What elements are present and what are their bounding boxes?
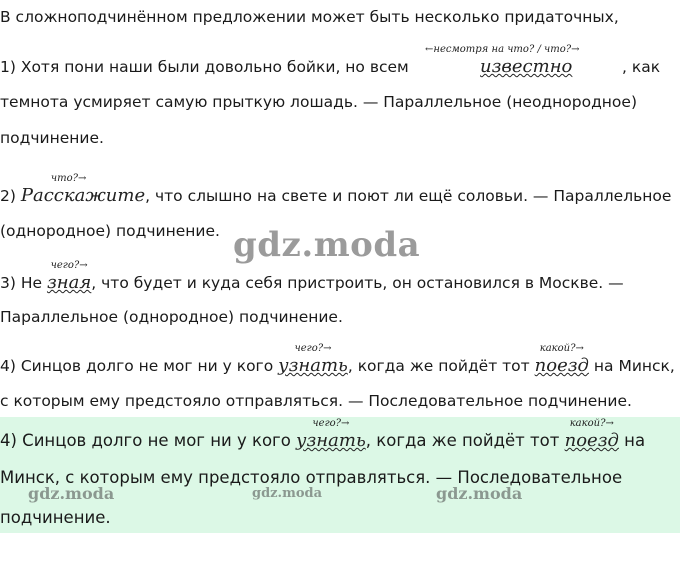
sentence-4-word-1: узнать <box>278 355 348 376</box>
sentence-5-after: на <box>618 431 646 450</box>
watermark-small-3: gdz.moda <box>436 484 523 503</box>
sentence-5-line-1 <box>0 418 646 451</box>
sentence-4-word2-wrap <box>534 343 589 376</box>
sentence-1-line-1 <box>0 58 409 76</box>
sentence-4-line-1 <box>0 343 675 376</box>
sentence-5-question-2: какой?→ <box>569 418 614 429</box>
sentence-4-line-2: с которым ему предстояло отправляться. — Последовательное подчинение. <box>0 392 632 410</box>
intro-line: В сложноподчинённом предложении может быть несколько придаточных, <box>0 8 619 26</box>
sentence-5-word-1: узнать <box>296 430 366 451</box>
sentence-4-after: на Минск, <box>588 357 675 375</box>
sentence-5-line-2: Минск, с которым ему предстояло отправляться. — Последовательное <box>0 468 623 487</box>
sentence-1-line-2: темнота усмиряет самую прыткую лошадь. — Параллельное (неоднородное) <box>0 93 637 111</box>
sentence-2-line-2: (однородное) подчинение. <box>0 222 220 240</box>
sentence-5-question-1: чего?→ <box>312 418 350 429</box>
sentence-2-word-wrap <box>20 173 146 206</box>
sentence-3-word-wrap <box>46 260 92 293</box>
sentence-2-after: , что слышно на свете и поют ли ещё соловьи. — Параллельное <box>145 187 672 205</box>
sentence-5-middle: , когда же пойдёт тот <box>365 431 560 450</box>
sentence-3-line-1 <box>0 260 624 293</box>
watermark-main: gdz.moda <box>233 225 421 265</box>
sentence-2-line-1 <box>0 173 672 206</box>
sentence-1-after: , как <box>622 58 661 76</box>
sentence-3-before: 3) Не <box>0 274 43 292</box>
sentence-1-word: известно <box>480 56 573 77</box>
sentence-4-question-1: чего?→ <box>294 343 332 354</box>
sentence-3-word: зная <box>46 272 92 293</box>
sentence-2-question: что?→ <box>50 173 87 184</box>
sentence-1-question: ←несмотря на что? / что?→ <box>425 44 580 55</box>
sentence-4-question-2: какой?→ <box>539 343 584 354</box>
sentence-4-word-2: поезд <box>534 355 589 376</box>
sentence-4-middle: , когда же пойдёт тот <box>347 357 530 375</box>
sentence-4-before: 4) Синцов долго не мог ни у кого <box>0 357 274 375</box>
sentence-1-before: 1) Хотя пони наши были довольно бойки, но всем <box>0 58 409 76</box>
sentence-3-question: чего?→ <box>50 260 88 271</box>
sentence-4-word1-wrap <box>278 343 348 376</box>
sentence-5-word1-wrap <box>296 418 366 451</box>
sentence-5-line-3: подчинение. <box>0 508 111 527</box>
sentence-1-line-3: подчинение. <box>0 129 104 147</box>
sentence-2-prefix: 2) <box>0 187 16 205</box>
watermark-small-1: gdz.moda <box>28 484 115 503</box>
sentence-5-word2-wrap <box>564 418 619 451</box>
watermark-small-2: gdz.moda <box>252 486 323 501</box>
sentence-2-word: Расскажите <box>20 185 146 206</box>
sentence-5-word-2: поезд <box>564 430 619 451</box>
sentence-3-after: , что будет и куда себя пристроить, он остановился в Москве. — <box>91 274 624 292</box>
sentence-5-before: 4) Синцов долго не мог ни у кого <box>0 431 291 450</box>
sentence-3-line-2: Параллельное (однородное) подчинение. <box>0 308 343 326</box>
